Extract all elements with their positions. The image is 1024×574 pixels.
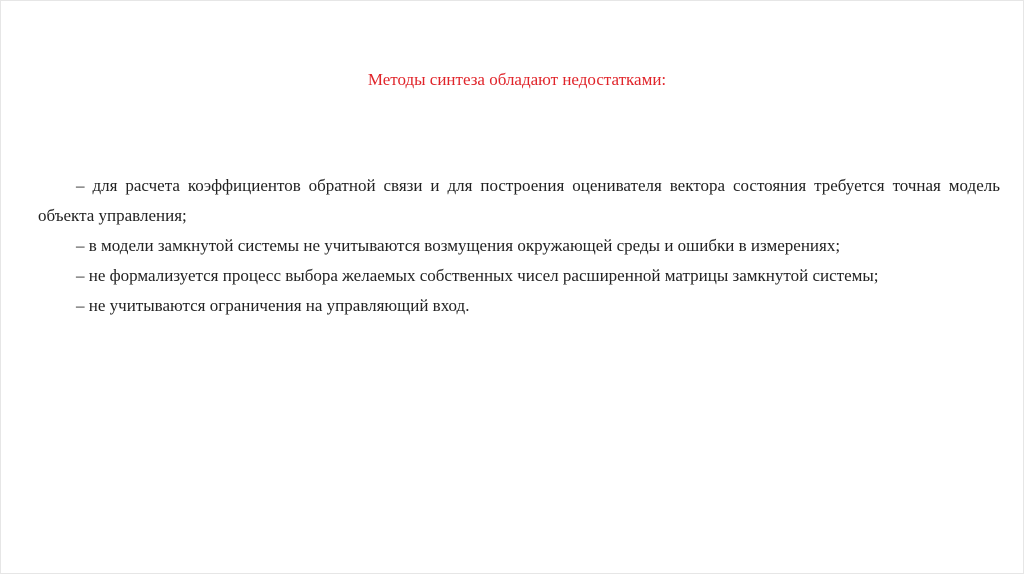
list-item: – не формализуется процесс выбора желаемых собственных чисел расширенной матрицы замкнутой системы; bbox=[76, 266, 879, 285]
slide-title-text: Методы синтеза обладают недостатками: bbox=[367, 70, 667, 89]
list-item: – в модели замкнутой системы не учитываются возмущения окружающей среды и ошибки в измерениях; bbox=[76, 236, 841, 255]
slide-title bbox=[1, 69, 1024, 91]
list-item: – не учитываются ограничения на управляющий вход. bbox=[76, 296, 470, 315]
slide-body bbox=[38, 171, 1000, 321]
list-item: – для расчета коэффициентов обратной связи и для построения оценивателя вектора состояния требуется точная модель объекта управления; bbox=[38, 176, 1000, 225]
